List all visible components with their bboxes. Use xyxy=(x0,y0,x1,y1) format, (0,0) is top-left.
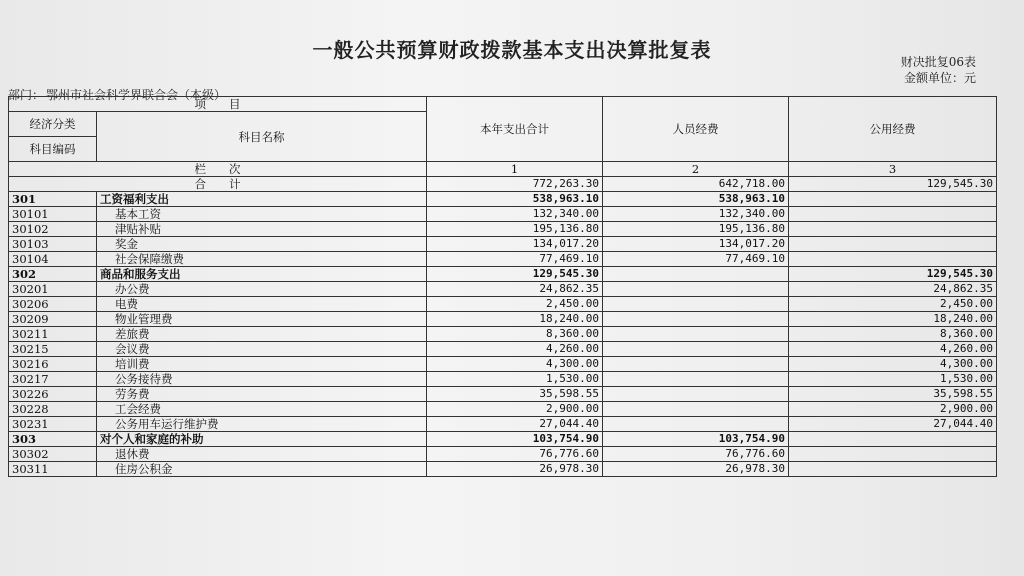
row-code: 30104 xyxy=(9,252,97,267)
table-row xyxy=(9,357,997,372)
department-name: 鄂州市社会科学界联合会（本级） xyxy=(46,88,227,102)
table-row xyxy=(9,282,997,297)
header-econ-class: 经济分类 xyxy=(9,112,97,137)
row-code: 30102 xyxy=(9,222,97,237)
row-code: 30101 xyxy=(9,207,97,222)
row-total: 195,136.80 xyxy=(427,222,603,237)
sum-personnel: 642,718.00 xyxy=(603,177,789,192)
row-name: 会议费 xyxy=(97,342,427,357)
table-row xyxy=(9,372,997,387)
header-personnel: 人员经费 xyxy=(603,97,789,162)
row-personnel xyxy=(603,312,789,327)
row-total: 129,545.30 xyxy=(427,267,603,282)
row-name: 工资福利支出 xyxy=(97,192,427,207)
row-personnel xyxy=(603,387,789,402)
row-total: 27,044.40 xyxy=(427,417,603,432)
row-name: 培训费 xyxy=(97,357,427,372)
row-code: 30216 xyxy=(9,357,97,372)
row-code: 30231 xyxy=(9,417,97,432)
row-name: 社会保障缴费 xyxy=(97,252,427,267)
row-total: 2,450.00 xyxy=(427,297,603,312)
column-number-3: 3 xyxy=(789,162,997,177)
row-public xyxy=(789,432,997,447)
row-public xyxy=(789,207,997,222)
row-total: 538,963.10 xyxy=(427,192,603,207)
column-number-1: 1 xyxy=(427,162,603,177)
row-public: 1,530.00 xyxy=(789,372,997,387)
row-personnel: 77,469.10 xyxy=(603,252,789,267)
header-subject-name: 科目名称 xyxy=(97,112,427,162)
row-personnel: 132,340.00 xyxy=(603,207,789,222)
row-personnel: 103,754.90 xyxy=(603,432,789,447)
row-total: 103,754.90 xyxy=(427,432,603,447)
row-code: 30201 xyxy=(9,282,97,297)
row-name: 公务用车运行维护费 xyxy=(97,417,427,432)
row-code: 30215 xyxy=(9,342,97,357)
table-row xyxy=(9,432,997,447)
table-row xyxy=(9,252,997,267)
row-name: 劳务费 xyxy=(97,387,427,402)
row-total: 26,978.30 xyxy=(427,462,603,477)
row-name: 物业管理费 xyxy=(97,312,427,327)
row-name: 电费 xyxy=(97,297,427,312)
header-project: 项 目 xyxy=(9,97,427,112)
header-total: 本年支出合计 xyxy=(427,97,603,162)
row-name: 商品和服务支出 xyxy=(97,267,427,282)
column-number-2: 2 xyxy=(603,162,789,177)
amount-unit: 金额单位：元 xyxy=(903,71,976,85)
row-total: 4,300.00 xyxy=(427,357,603,372)
sum-row xyxy=(9,177,997,192)
row-public xyxy=(789,252,997,267)
column-number-label: 栏 次 xyxy=(9,162,427,177)
row-personnel xyxy=(603,297,789,312)
row-total: 2,900.00 xyxy=(427,402,603,417)
table-row xyxy=(9,237,997,252)
row-code: 30302 xyxy=(9,447,97,462)
row-public xyxy=(789,462,997,477)
row-total: 18,240.00 xyxy=(427,312,603,327)
row-public: 24,862.35 xyxy=(789,282,997,297)
row-total: 35,598.55 xyxy=(427,387,603,402)
row-public xyxy=(789,222,997,237)
row-name: 基本工资 xyxy=(97,207,427,222)
page-title: 一般公共预算财政拨款基本支出决算批复表 xyxy=(312,38,712,62)
row-name: 退休费 xyxy=(97,447,427,462)
row-public: 27,044.40 xyxy=(789,417,997,432)
row-code: 30311 xyxy=(9,462,97,477)
row-code: 30206 xyxy=(9,297,97,312)
department-label: 部门： xyxy=(8,88,45,102)
row-name: 公务接待费 xyxy=(97,372,427,387)
row-total: 24,862.35 xyxy=(427,282,603,297)
row-code: 303 xyxy=(9,432,97,447)
row-total: 134,017.20 xyxy=(427,237,603,252)
table-row xyxy=(9,462,997,477)
column-number-row xyxy=(9,162,997,177)
row-public xyxy=(789,192,997,207)
row-name: 住房公积金 xyxy=(97,462,427,477)
budget-table xyxy=(8,96,997,477)
sum-public: 129,545.30 xyxy=(789,177,997,192)
row-code: 30209 xyxy=(9,312,97,327)
row-personnel xyxy=(603,417,789,432)
header-row-1 xyxy=(9,97,997,112)
row-personnel: 134,017.20 xyxy=(603,237,789,252)
row-public: 2,900.00 xyxy=(789,402,997,417)
table-row xyxy=(9,267,997,282)
row-code: 301 xyxy=(9,192,97,207)
row-code: 30217 xyxy=(9,372,97,387)
table-row xyxy=(9,342,997,357)
row-personnel xyxy=(603,327,789,342)
table-row xyxy=(9,402,997,417)
row-name: 对个人和家庭的补助 xyxy=(97,432,427,447)
header-public: 公用经费 xyxy=(789,97,997,162)
row-personnel xyxy=(603,267,789,282)
row-public: 18,240.00 xyxy=(789,312,997,327)
row-code: 30226 xyxy=(9,387,97,402)
sum-label: 合 计 xyxy=(9,177,427,192)
row-name: 工会经费 xyxy=(97,402,427,417)
table-row xyxy=(9,447,997,462)
table-row xyxy=(9,222,997,237)
row-public xyxy=(789,237,997,252)
row-total: 76,776.60 xyxy=(427,447,603,462)
row-personnel: 26,978.30 xyxy=(603,462,789,477)
row-public: 129,545.30 xyxy=(789,267,997,282)
table-row xyxy=(9,192,997,207)
row-name: 办公费 xyxy=(97,282,427,297)
row-public: 4,260.00 xyxy=(789,342,997,357)
table-row xyxy=(9,207,997,222)
row-total: 1,530.00 xyxy=(427,372,603,387)
row-personnel xyxy=(603,372,789,387)
row-code: 30211 xyxy=(9,327,97,342)
row-total: 4,260.00 xyxy=(427,342,603,357)
row-personnel: 76,776.60 xyxy=(603,447,789,462)
sum-total: 772,263.30 xyxy=(427,177,603,192)
table-row xyxy=(9,327,997,342)
row-personnel: 195,136.80 xyxy=(603,222,789,237)
row-total: 132,340.00 xyxy=(427,207,603,222)
row-personnel: 538,963.10 xyxy=(603,192,789,207)
row-personnel xyxy=(603,402,789,417)
row-public xyxy=(789,447,997,462)
table-row xyxy=(9,312,997,327)
row-personnel xyxy=(603,342,789,357)
table-row xyxy=(9,417,997,432)
row-public: 2,450.00 xyxy=(789,297,997,312)
row-public: 4,300.00 xyxy=(789,357,997,372)
row-total: 8,360.00 xyxy=(427,327,603,342)
row-name: 津贴补贴 xyxy=(97,222,427,237)
row-personnel xyxy=(603,357,789,372)
row-personnel xyxy=(603,282,789,297)
row-name: 差旅费 xyxy=(97,327,427,342)
form-code: 财决批复06表 xyxy=(900,55,976,69)
row-code: 302 xyxy=(9,267,97,282)
header-subject-code: 科目编码 xyxy=(9,137,97,162)
table-row xyxy=(9,297,997,312)
table-row xyxy=(9,387,997,402)
row-public: 35,598.55 xyxy=(789,387,997,402)
row-public: 8,360.00 xyxy=(789,327,997,342)
row-name: 奖金 xyxy=(97,237,427,252)
row-total: 77,469.10 xyxy=(427,252,603,267)
row-code: 30228 xyxy=(9,402,97,417)
row-code: 30103 xyxy=(9,237,97,252)
